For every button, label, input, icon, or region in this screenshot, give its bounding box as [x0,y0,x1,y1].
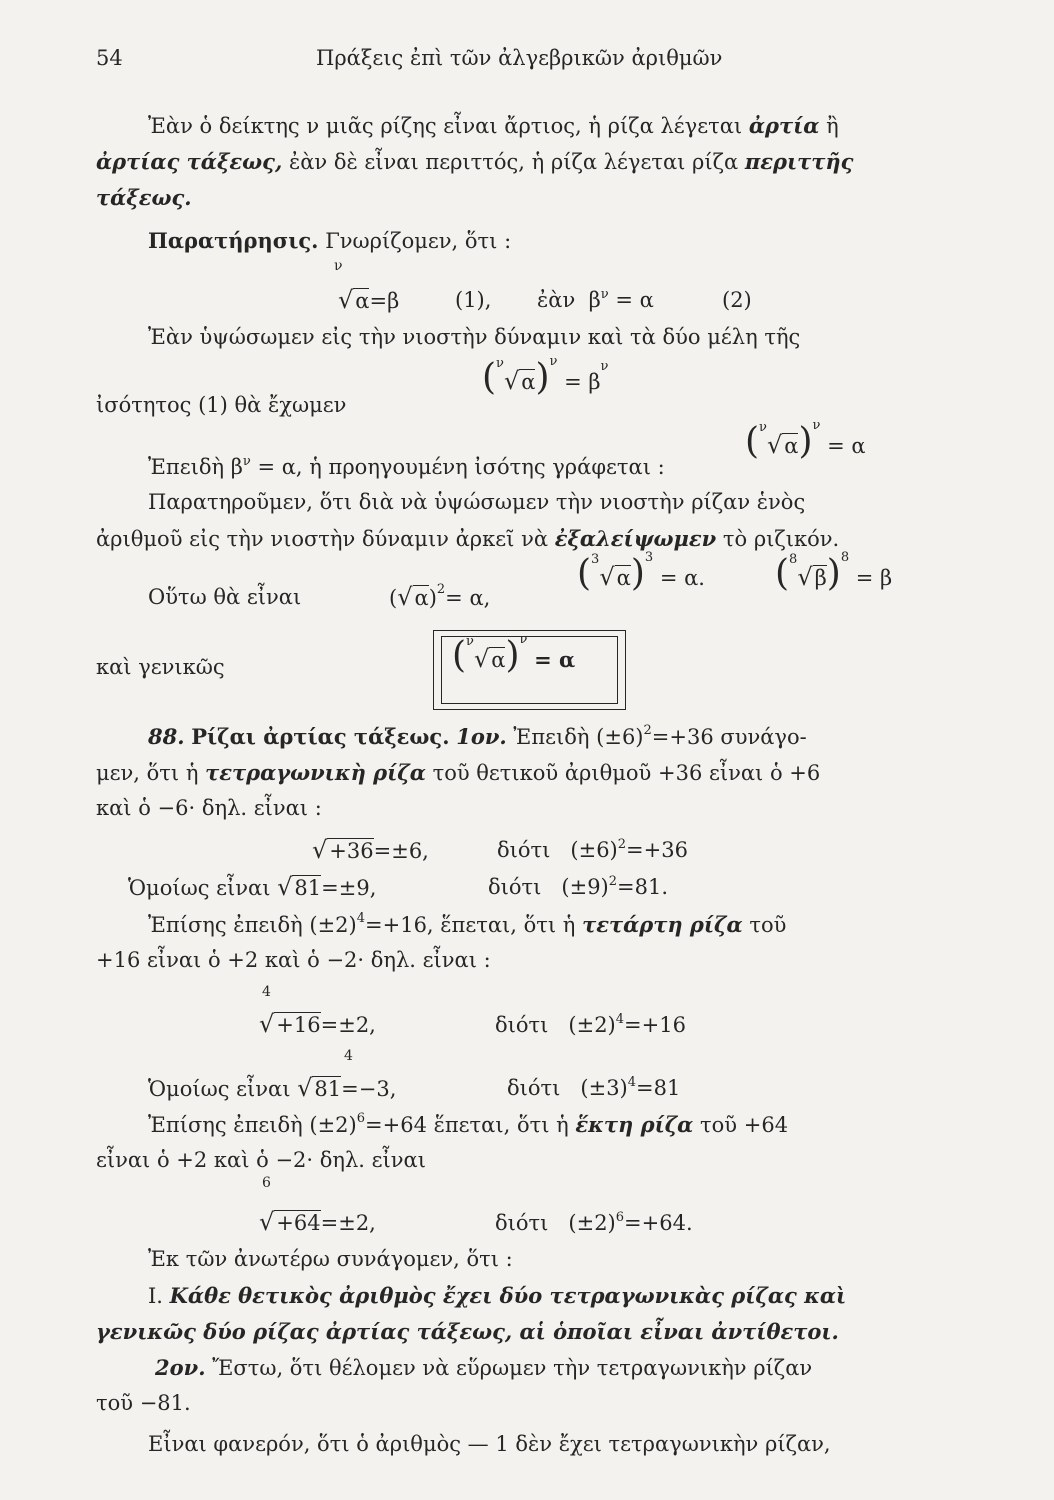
eq-root-81b-proof: διότι $(\pm 3)^4=81$ [507,1075,681,1100]
remark-line: Παρατήρησις. Γνωρίζομεν, ὅτι : [148,228,512,253]
rule-line1: I. Κάθε θετικὸς ἀριθμὸς ἔχει δύο τετραγωνικὰς ρίζας καὶ [148,1283,847,1308]
para1-line1: Ἐὰν ὁ δείκτης ν μιᾶς ρίζης εἶναι ἄρτιος, ἡ ρίζα λέγεται ἀρτία ἢ [148,113,839,138]
page-number: 54 [96,46,123,70]
case2-line2: τοῦ −81. [96,1391,191,1415]
para6-line1: Ἐπίσης ἐπειδὴ $(\pm 2)^6=+64$ ἕπεται, ὅτι ἡ ἕκτη ρίζα τοῦ +64 [148,1111,789,1137]
eq-root-16-index: 4 [262,984,271,1000]
para5-line1: Ἐπίσης ἐπειδὴ $(\pm 2)^4=+16$, ἕπεται, ὅτι ἡ τετάρτη ρίζα τοῦ [148,911,787,937]
eq-root-81b-index: 4 [344,1048,353,1064]
eq-root-64-index: 6 [262,1175,271,1191]
eq-root-36-proof: διότι $(\pm 6)^2=+36$ [497,837,688,862]
eq-root-81: Ὁμοίως εἶναι √81=±9, [128,873,377,901]
para1-line3: τάξεως. [96,185,192,210]
para5-line2: +16 εἶναι ὁ +2 καὶ ὁ −2· δηλ. εἶναι : [96,948,491,972]
para2-line1: Ἐὰν ὑψώσωμεν εἰς τὴν νιοστὴν δύναμιν καὶ τὰ δύο μέλη τῆς [148,325,801,349]
section-title: Ρίζαι ἀρτίας τάξεως. [191,724,450,749]
case2-line3: Εἶναι φανερόν, ὅτι ὁ ἀριθμὸς — 1 δὲν ἔχει τετραγωνικὴν ρίζαν, [148,1432,831,1456]
eq-power-root: $(^\nu√\alpha)^\nu = \beta^\nu$ [482,354,609,398]
eq1-tag1: (1), [455,288,492,312]
eq-root-64: √+64=±2, [259,1208,376,1236]
boxed-formula: $(^\nu√\alpha)^\nu = \alpha$ [452,632,576,676]
general-lead: καὶ γενικῶς [96,655,225,679]
para3-line: Ἐπειδὴ $\beta^\nu = \alpha$, ἡ προηγουμένη ἰσότης γράφεται : [148,454,665,479]
example-1: $(√\alpha)^2= \alpha$, [389,582,491,611]
eq-root-81-proof: διότι $(\pm 9)^2=81$. [488,874,669,899]
eq2-formula: ἐὰν $\beta^\nu = \alpha$ [537,287,654,312]
eq-root-16: √+16=±2, [259,1010,376,1038]
para2-line2: ἰσότητος (1) θὰ ἔχωμεν [96,393,347,417]
section-number: 88. [148,724,185,749]
para4-line1: Παρατηροῦμεν, ὅτι διὰ νὰ ὑψώσωμεν τὴν νιοστὴν ρίζαν ἑνὸς [148,490,806,514]
section88-line3: καὶ ὁ −6· δηλ. εἶναι : [96,796,322,820]
para1-line2: ἀρτίας τάξεως, ἐὰν δὲ εἶναι περιττός, ἡ ρίζα λέγεται ρίζα περιττῆς [96,149,854,174]
conclusion-lead: Ἐκ τῶν ἀνωτέρω συνάγομεν, ὅτι : [148,1247,513,1271]
remark-heading: Παρατήρησις. [148,228,319,253]
eq1-formula: √α=β [338,286,400,314]
eq-power-root-2: $(^\nu√\alpha)^\nu = \alpha$ [745,418,866,462]
eq1-index: ν [334,258,343,274]
eq-root-16-proof: διότι $(\pm 2)^4=+16$ [495,1012,686,1037]
section88-line1: 88. Ρίζαι ἀρτίας τάξεως. 1ον. Ἐπειδὴ $(\pm 6)^2=+36$ συνάγο- [148,723,807,749]
eq-root-64-proof: διότι $(\pm 2)^6=+64$. [495,1210,693,1235]
para6-line2: εἶναι ὁ +2 καὶ ὁ −2· δηλ. εἶναι [96,1148,426,1172]
examples-lead: Οὕτω θὰ εἶναι [148,585,302,609]
eq2-tag: (2) [722,288,752,312]
eq-root-36: √+36=±6, [312,836,429,864]
running-title: Πράξεις ἐπὶ τῶν ἀλγεβρικῶν ἀριθμῶν [316,46,723,70]
eq-root-81b: Ὁμοίως εἶναι √81=−3, [148,1074,397,1102]
para4-line2: ἀριθμοῦ εἰς τὴν νιοστὴν δύναμιν ἀρκεῖ νὰ ἐξαλείψωμεν τὸ ριζικόν. [96,526,840,551]
section88-line2: μεν, ὅτι ἡ τετραγωνικὴ ρίζα τοῦ θετικοῦ ἀριθμοῦ +36 εἶναι ὁ +6 [96,760,821,785]
example-2: $(^3√\alpha)^3 = \alpha$. [577,550,705,594]
rule-line2: γενικῶς δύο ρίζας ἀρτίας τάξεως, αἱ ὁποῖαι εἶναι ἀντίθετοι. [96,1319,839,1344]
example-3: $(^8√\beta)^8 = \beta$ [775,550,893,594]
case2-line1: 2ον. Ἔστω, ὅτι θέλομεν νὰ εὕρωμεν τὴν τετραγωνικὴν ρίζαν [155,1355,813,1380]
